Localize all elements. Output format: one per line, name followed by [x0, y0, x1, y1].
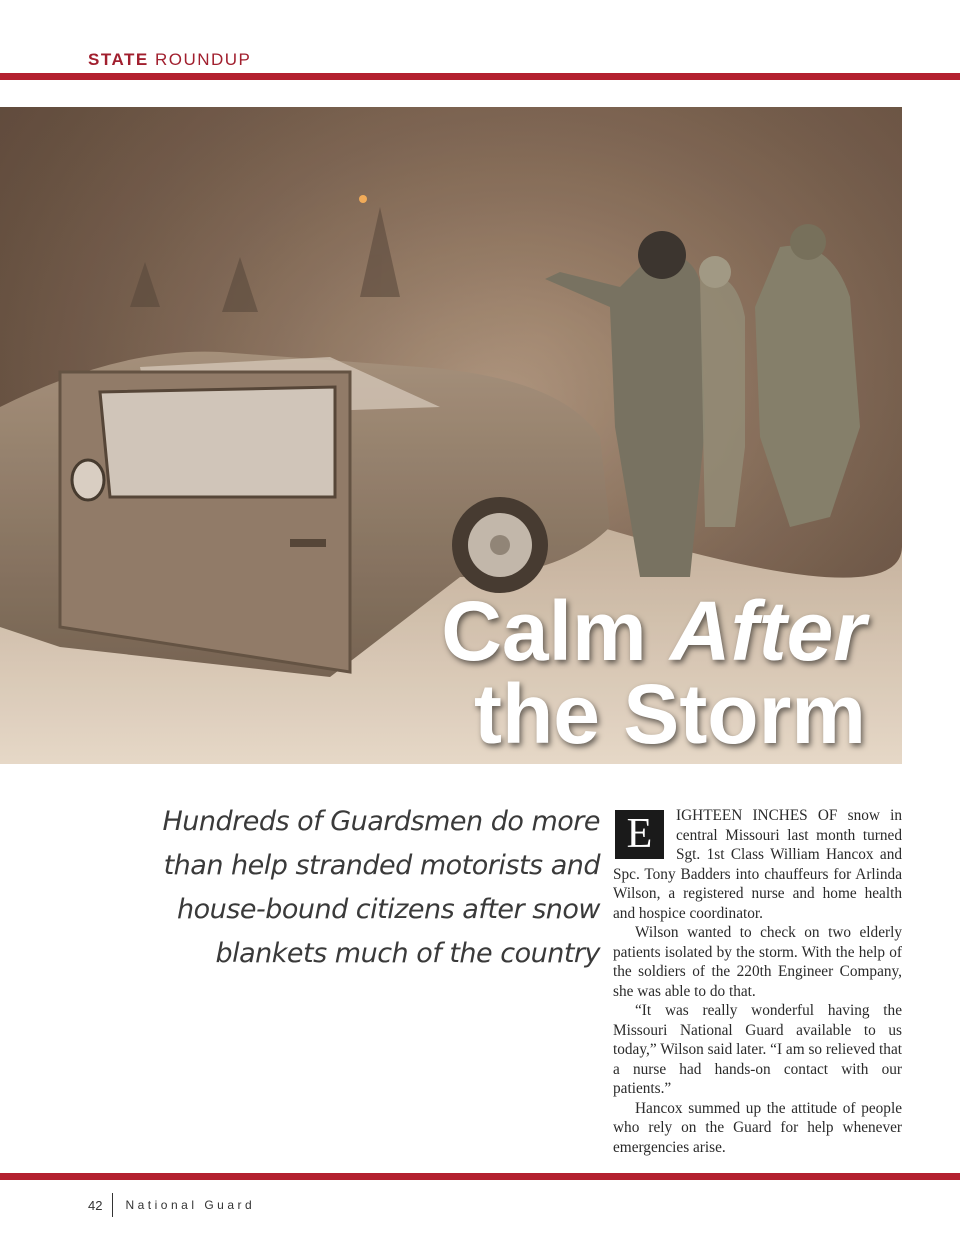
deck-line: than help stranded motorists and [163, 850, 600, 881]
section-label-bold: STATE [88, 50, 149, 69]
deck-line: Hundreds of Guardsmen do more [162, 806, 600, 837]
headline-line-1: Calm After [441, 584, 866, 678]
top-rule [0, 73, 960, 80]
publication-name: National Guard [125, 1198, 256, 1212]
article-paragraph-1: IGHTEEN INCHES OF snow in central Missouri last month turned Sgt. 1st Class William Hancox and Spc. Tony Badders into chauffeurs for Arlinda Wilson, a registered nurse and home health and hospice coordinator. [613, 807, 902, 922]
article-paragraph-2: Wilson wanted to check on two elderly patients isolated by the storm. With the help of the soldiers of the 220th Engineer Company, she was able to do that. [613, 924, 902, 1000]
page-footer [88, 1194, 255, 1216]
footer-divider [112, 1193, 113, 1217]
section-label-rest: ROUNDUP [154, 50, 252, 69]
deck-line: house-bound citizens after snow [177, 894, 600, 925]
headline-line-2: the Storm [473, 667, 866, 761]
deck-line: blankets much of the country [215, 938, 600, 969]
drop-cap: E [615, 810, 664, 859]
bottom-rule [0, 1173, 960, 1180]
headline-italic-word: After [669, 584, 866, 678]
page-number: 42 [88, 1197, 103, 1213]
article-paragraph-3: “It was really wonderful having the Missouri National Guard available to us today,” Wilson said later. “I am so relieved that a nurse had hands-on contact with our patients.” [613, 1002, 902, 1097]
article-paragraph-4: Hancox summed up the attitude of people who rely on the Guard for help whenever emergencies arise. [613, 1099, 902, 1156]
article-deck [160, 800, 600, 976]
article-body [613, 806, 902, 1157]
section-label [88, 50, 251, 70]
hero-photo [0, 107, 902, 764]
